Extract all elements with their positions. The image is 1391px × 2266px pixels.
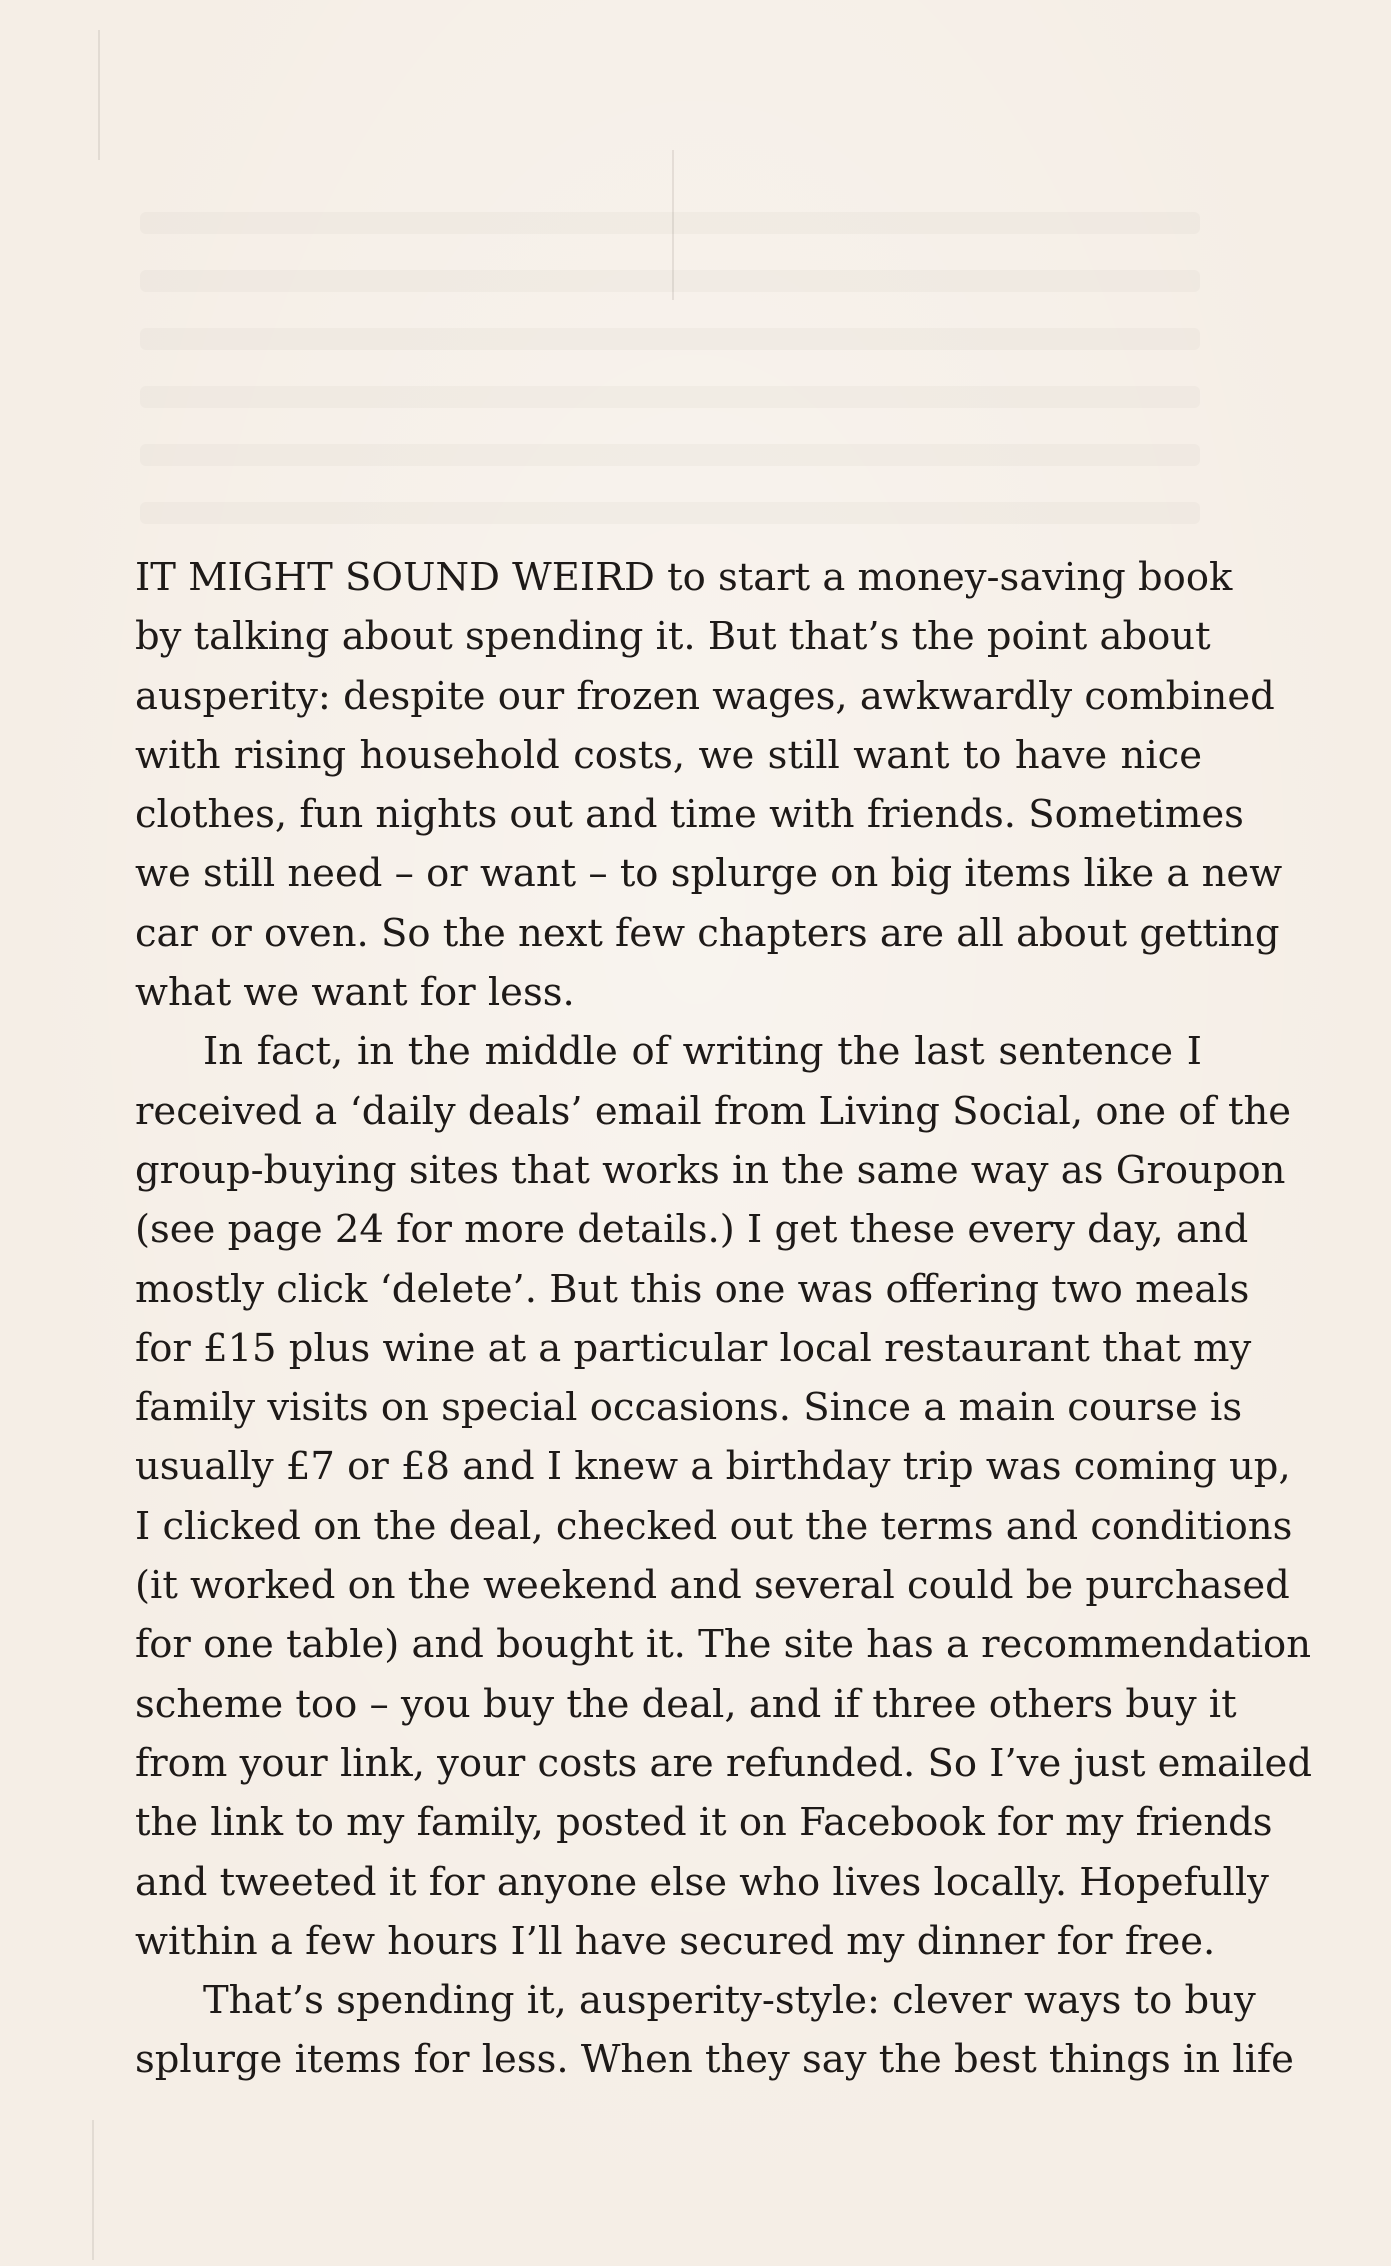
show-through-line bbox=[140, 212, 1200, 234]
text-line: from your link, your costs are refunded. So I’ve just emailed bbox=[135, 1740, 1312, 1786]
text-line: for one table) and bought it. The site has a recommendation bbox=[135, 1622, 1312, 1668]
body-text bbox=[135, 548, 1312, 2090]
text-line: received a ‘daily deals’ email from Living Social, one of the bbox=[135, 1088, 1292, 1134]
text-line: with rising household costs, we still want to have nice bbox=[135, 732, 1202, 778]
text-line: what we want for less. bbox=[135, 970, 575, 1016]
text-line: I clicked on the deal, checked out the terms and conditions bbox=[135, 1503, 1293, 1549]
text-line: group-buying sites that works in the same way as Groupon bbox=[135, 1147, 1286, 1193]
text-line: That’s spending it, ausperity-style: clever ways to buy bbox=[203, 1978, 1256, 2024]
text-line: car or oven. So the next few chapters are all about getting bbox=[135, 910, 1280, 956]
paragraph bbox=[135, 1022, 1312, 1971]
text-line: ausperity: despite our frozen wages, awkwardly combined bbox=[135, 673, 1275, 719]
text-line: the link to my family, posted it on Facebook for my friends bbox=[135, 1800, 1273, 1846]
text-line: splurge items for less. When they say the best things in life bbox=[135, 2037, 1294, 2083]
text-line: family visits on special occasions. Since a main course is bbox=[135, 1385, 1243, 1431]
page-crease bbox=[92, 2120, 94, 2260]
show-through-line bbox=[140, 502, 1200, 524]
text-line: mostly click ‘delete’. But this one was offering two meals bbox=[135, 1266, 1250, 1312]
text-line: for £15 plus wine at a particular local restaurant that my bbox=[135, 1325, 1252, 1371]
text-line: scheme too – you buy the deal, and if three others buy it bbox=[135, 1681, 1237, 1727]
show-through-line bbox=[140, 386, 1200, 408]
show-through-line bbox=[140, 328, 1200, 350]
text-line: In fact, in the middle of writing the last sentence I bbox=[203, 1029, 1202, 1075]
text-line: clothes, fun nights out and time with friends. Sometimes bbox=[135, 792, 1244, 838]
text-line: and tweeted it for anyone else who lives locally. Hopefully bbox=[135, 1859, 1269, 1905]
show-through-line bbox=[140, 444, 1200, 466]
paragraph bbox=[135, 548, 1283, 1022]
paragraph bbox=[135, 1971, 1294, 2090]
text-line: IT MIGHT SOUND WEIRD to start a money-saving book bbox=[135, 555, 1233, 600]
page-crease bbox=[98, 30, 100, 160]
text-line: by talking about spending it. But that’s the point about bbox=[135, 614, 1211, 660]
text-line: (see page 24 for more details.) I get these every day, and bbox=[135, 1207, 1249, 1253]
text-line: within a few hours I’ll have secured my dinner for free. bbox=[135, 1918, 1216, 1964]
text-line: we still need – or want – to splurge on big items like a new bbox=[135, 851, 1283, 897]
text-line: usually £7 or £8 and I knew a birthday trip was coming up, bbox=[135, 1444, 1291, 1490]
page-crease bbox=[672, 150, 674, 300]
text-line: (it worked on the weekend and several could be purchased bbox=[135, 1563, 1290, 1609]
show-through-line bbox=[140, 270, 1200, 292]
